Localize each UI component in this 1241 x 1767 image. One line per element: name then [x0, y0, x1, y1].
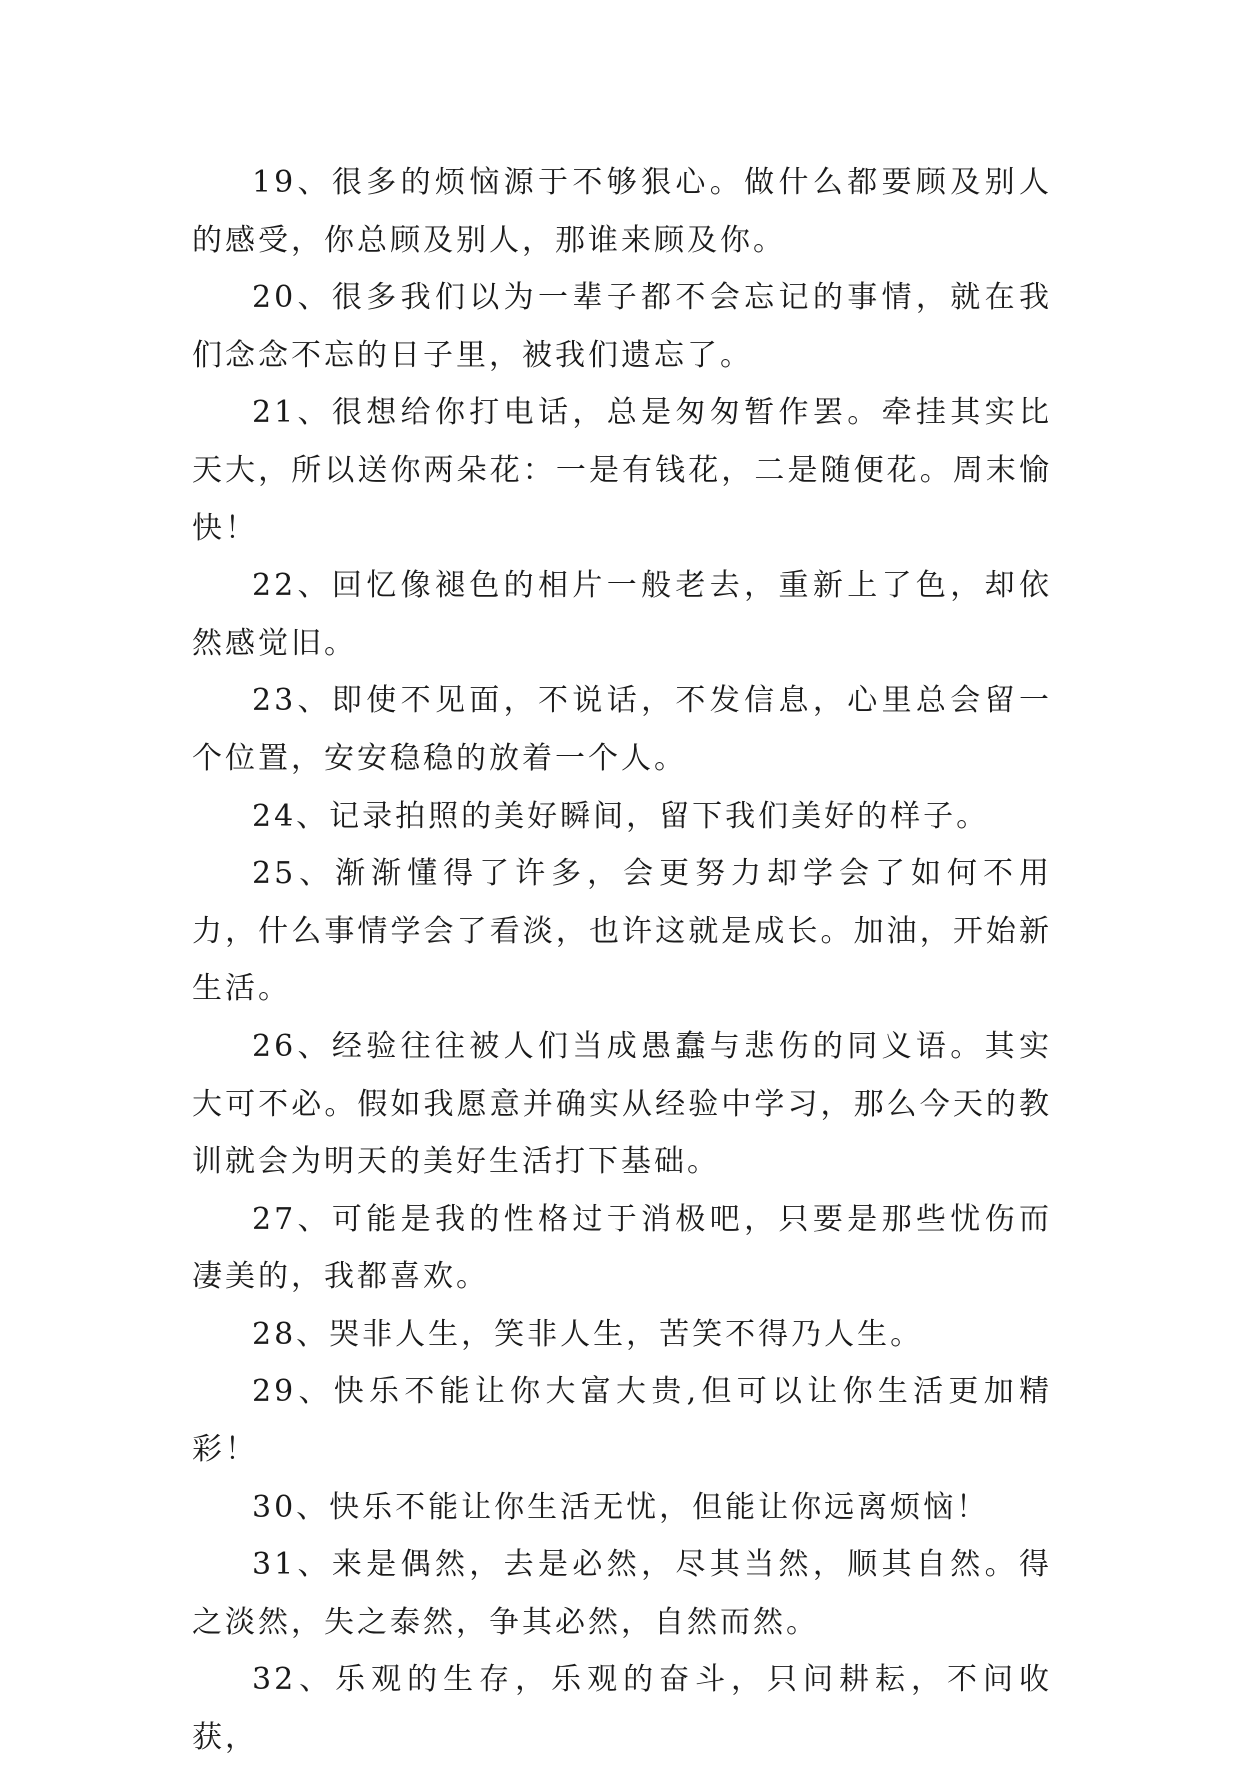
paragraph-22: 22、回忆像褪色的相片一般老去，重新上了色，却依然感觉旧。 [192, 568, 1052, 661]
paragraph-20: 20、很多我们以为一辈子都不会忘记的事情，就在我们念念不忘的日子里，被我们遗忘了。 [192, 280, 1052, 373]
paragraph-32: 32、乐观的生存，乐观的奋斗，只问耕耘，不问收获， [192, 1662, 1052, 1756]
paragraph-27: 27、可能是我的性格过于消极吧，只要是那些忧伤而凄美的，我都喜欢。 [192, 1201, 1052, 1295]
paragraph-25: 25、渐渐懂得了许多，会更努力却学会了如何不用力，什么事情学会了看淡，也许这就是成长。加油，开始新生活。 [192, 856, 1052, 1007]
document-body [192, 154, 1052, 1767]
paragraph-19: 19、很多的烦恼源于不够狠心。做什么都要顾及别人的感受，你总顾及别人，那谁来顾及你。 [192, 165, 1052, 258]
paragraph-24: 24、记录拍照的美好瞬间，留下我们美好的样子。 [252, 798, 990, 834]
paragraph-29: 29、快乐不能让你大富大贵,但可以让你生活更加精彩！ [192, 1374, 1052, 1468]
paragraph-28: 28、哭非人生，笑非人生，苦笑不得乃人生。 [252, 1316, 924, 1352]
paragraph-31: 31、来是偶然，去是必然，尽其当然，顺其自然。得之淡然，失之泰然，争其必然，自然而然。 [192, 1547, 1052, 1640]
paragraph-26: 26、经验往往被人们当成愚蠢与悲伤的同义语。其实大可不必。假如我愿意并确实从经验中学习，那么今天的教训就会为明天的美好生活打下基础。 [192, 1028, 1052, 1180]
paragraph-30: 30、快乐不能让你生活无忧，但能让你远离烦恼！ [252, 1489, 990, 1525]
paragraph-23: 23、即使不见面，不说话，不发信息，心里总会留一个位置，安安稳稳的放着一个人。 [192, 683, 1052, 776]
paragraph-21: 21、很想给你打电话，总是匆匆暂作罢。牵挂其实比天大，所以送你两朵花：一是有钱花，二是随便花。周末愉快！ [192, 395, 1052, 546]
